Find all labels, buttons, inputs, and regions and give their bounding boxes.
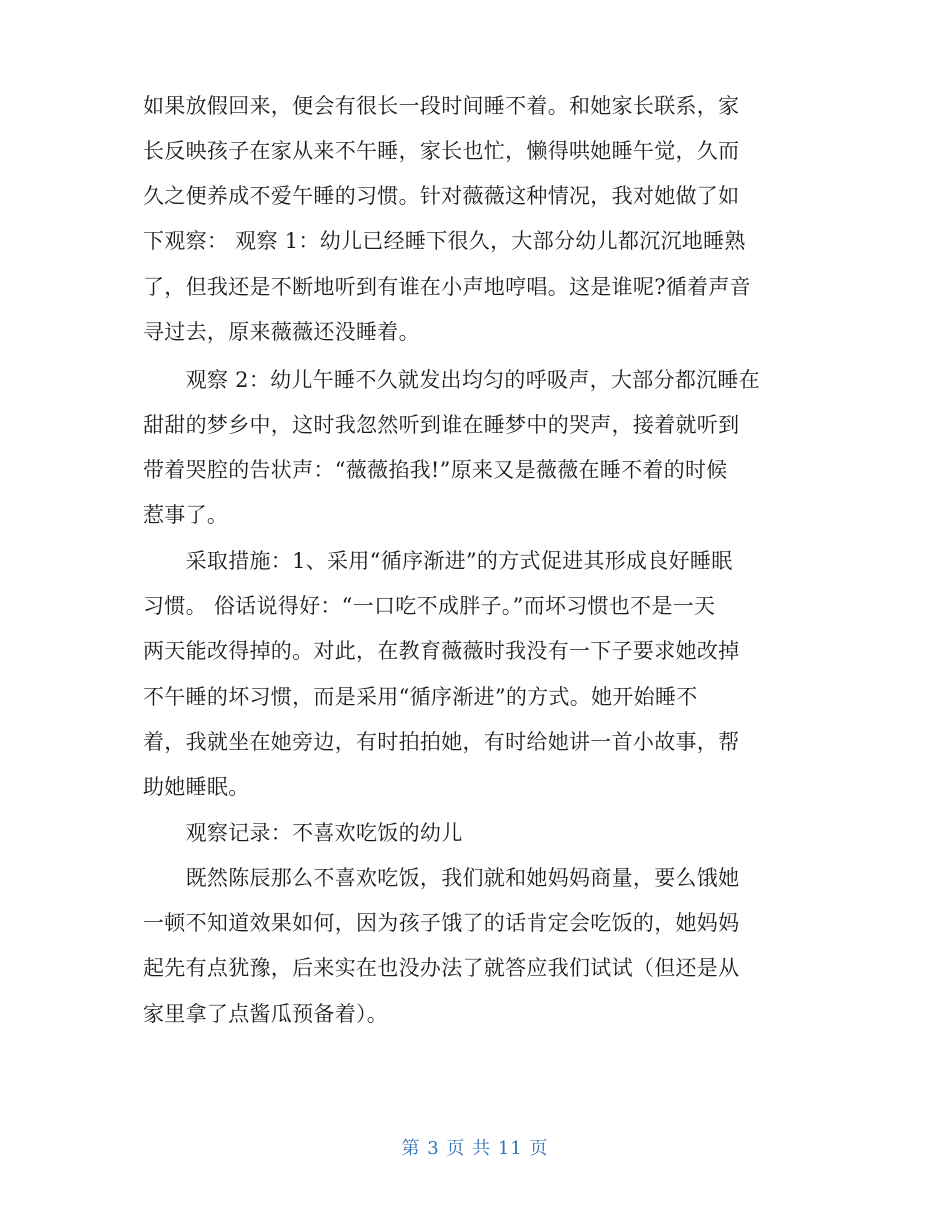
body-text-line: 观察 2：幼儿午睡不久就发出均匀的呼吸声，大部分都沉睡在 [143,368,761,392]
body-text-line: 带着哭腔的告状声：“薇薇掐我!”原来又是薇薇在睡不着的时候 [143,458,728,482]
body-text-line: 不午睡的坏习惯，而是采用“循序渐进”的方式。她开始睡不 [143,685,698,709]
body-text-line: 长反映孩子在家从来不午睡，家长也忙，懒得哄她睡午觉，久而 [143,139,740,163]
body-text-line: 习惯。 俗话说得好：“一口吃不成胖子。”而坏习惯也不是一天 [143,594,716,618]
body-text-line: 既然陈辰那么不喜欢吃饭，我们就和她妈妈商量，要么饿她 [143,866,740,890]
body-text-line: 起先有点犹豫，后来实在也没办法了就答应我们试试（但还是从 [143,956,740,980]
body-text-line: 下观察： 观察 1：幼儿已经睡下很久，大部分幼儿都沉沉地睡熟 [143,229,746,253]
page-number-footer: 第 3 页 共 11 页 [401,1138,549,1159]
body-text-line: 两天能改得掉的。对此，在教育薇薇时我没有一下子要求她改掉 [143,639,740,663]
body-text-line: 甜甜的梦乡中，这时我忽然听到谁在睡梦中的哭声，接着就听到 [143,413,740,437]
body-text-line: 惹事了。 [143,503,229,527]
body-text-line: 助她睡眠。 [143,775,250,799]
body-text-line: 寻过去，原来薇薇还没睡着。 [143,320,420,344]
body-text-line: 采取措施：1、采用“循序渐进”的方式促进其形成良好睡眠 [143,549,733,573]
body-text-line: 了，但我还是不断地听到有谁在小声地哼唱。这是谁呢?循着声音 [143,275,751,299]
section-heading: 观察记录：不喜欢吃饭的幼儿 [143,821,463,845]
body-text-line: 久之便养成不爱午睡的习惯。针对薇薇这种情况，我对她做了如 [143,184,740,208]
body-text-line: 一顿不知道效果如何，因为孩子饿了的话肯定会吃饭的，她妈妈 [143,911,740,935]
body-text-line: 着，我就坐在她旁边，有时拍拍她，有时给她讲一首小故事，帮 [143,730,740,754]
body-text-line: 家里拿了点酱瓜预备着）。 [143,1002,389,1026]
body-text-line: 如果放假回来，便会有很长一段时间睡不着。和她家长联系，家 [143,94,740,118]
